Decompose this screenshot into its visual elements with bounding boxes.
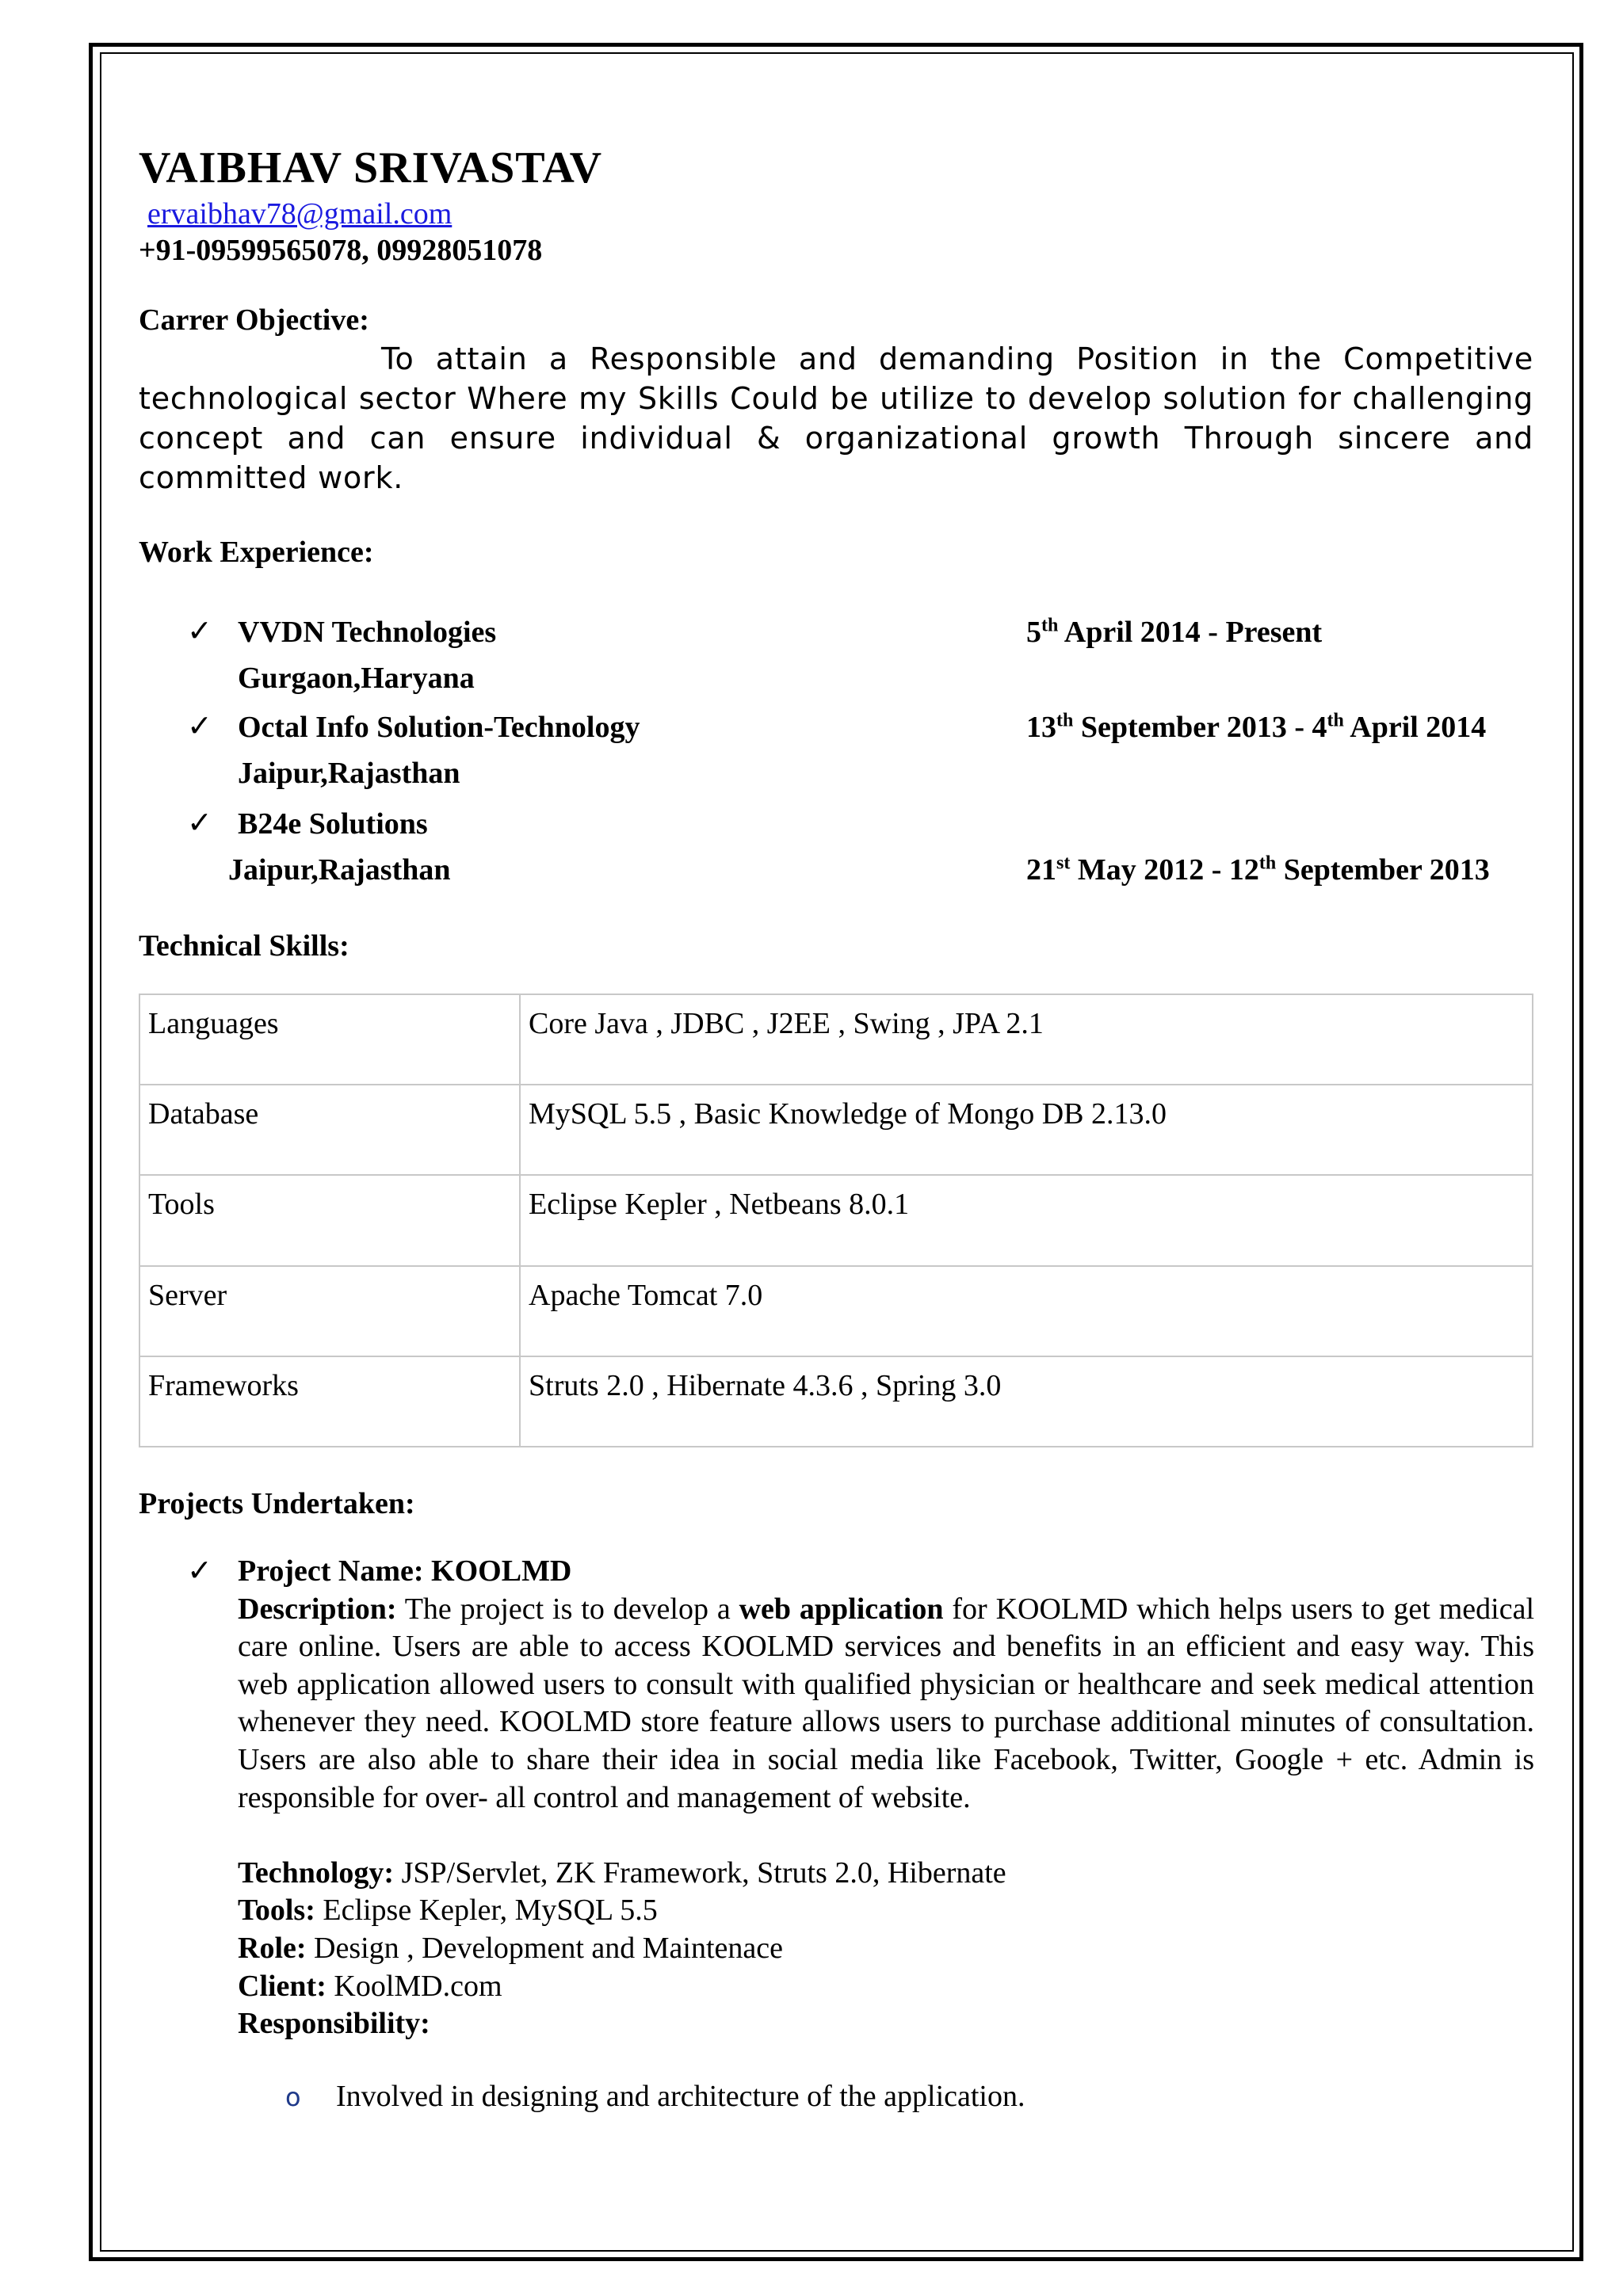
- date-rest: September 2013: [1276, 853, 1490, 887]
- client-label: Client:: [238, 1969, 327, 2003]
- experience-dates: [1026, 852, 1490, 887]
- skills-heading: Technical Skills:: [139, 929, 349, 963]
- projects-heading: Projects Undertaken:: [139, 1487, 415, 1520]
- description-text: The project is to develop a: [396, 1592, 739, 1626]
- date-day: 5: [1026, 616, 1041, 649]
- experience-dates: [1026, 615, 1322, 650]
- skill-value: Eclipse Kepler , Netbeans 8.0.1: [520, 1175, 1533, 1265]
- responsibility-item: Involved in designing and architecture of the application.: [336, 2080, 1025, 2113]
- experience-location: Jaipur,Rajasthan: [228, 853, 451, 887]
- skills-table: [139, 994, 1533, 1447]
- email-link[interactable]: ervaibhav78@gmail.com: [147, 197, 453, 231]
- project-block: [238, 1553, 1534, 2043]
- objective-text: [139, 339, 1533, 498]
- description-text: for KOOLMD which helps users to get medical care online. Users are able to access KOOLMD services and benefits in an efficient and easy way. This web application allowed users to consult with qualified physician or healthcare and seek medical attention whenever they need. KOOLMD store feature allows users to purchase additional minutes of consultation. Users are also able to share their idea in social media like Facebook, Twitter, Google + etc. Admin is responsible for over- all control and management of website.: [238, 1592, 1534, 1814]
- check-icon: ✓: [187, 613, 212, 648]
- skill-category: Languages: [139, 994, 520, 1085]
- experience-location: Gurgaon,Haryana: [238, 662, 475, 695]
- experience-company: VVDN Technologies: [238, 616, 497, 649]
- circle-bullet-icon: o: [285, 2082, 301, 2112]
- experience-dates: [1026, 710, 1486, 745]
- experience-company: Octal Info Solution-Technology: [238, 711, 640, 744]
- date-suffix: st: [1056, 852, 1071, 874]
- project-tools: [238, 1892, 1534, 1930]
- project-technology: [238, 1855, 1534, 1893]
- date-suffix: th: [1056, 710, 1074, 731]
- date-rest: May 2012 - 12: [1070, 853, 1259, 887]
- table-row: [139, 1175, 1533, 1265]
- date-suffix: th: [1327, 710, 1344, 731]
- skill-value: MySQL 5.5 , Basic Knowledge of Mongo DB 2.13.0: [520, 1085, 1533, 1175]
- project-client: [238, 1968, 1534, 2006]
- experience-company: B24e Solutions: [238, 807, 428, 841]
- check-icon: ✓: [187, 805, 212, 840]
- skill-category: Tools: [139, 1175, 520, 1265]
- skill-category: Frameworks: [139, 1356, 520, 1447]
- experience-location: Jaipur,Rajasthan: [238, 757, 460, 790]
- date-rest: April 2014: [1343, 711, 1487, 744]
- date-rest: April 2014 - Present: [1058, 616, 1323, 649]
- skill-category: Server: [139, 1266, 520, 1356]
- skill-value: Struts 2.0 , Hibernate 4.3.6 , Spring 3.0: [520, 1356, 1533, 1447]
- table-row: [139, 994, 1533, 1085]
- project-description: [238, 1591, 1534, 1817]
- date-day: 21: [1026, 853, 1056, 887]
- skill-value: Core Java , JDBC , J2EE , Swing , JPA 2.1: [520, 994, 1533, 1085]
- technology-label: Technology:: [238, 1855, 395, 1890]
- responsibility-label: Responsibility:: [238, 2007, 430, 2041]
- table-row: [139, 1085, 1533, 1175]
- skill-value: Apache Tomcat 7.0: [520, 1266, 1533, 1356]
- project-responsibility: [238, 2005, 1534, 2043]
- date-day: 13: [1026, 711, 1056, 744]
- project-name: [238, 1553, 1534, 1591]
- check-icon: ✓: [187, 708, 212, 743]
- tools-value: Eclipse Kepler, MySQL 5.5: [315, 1894, 658, 1928]
- experience-heading: Work Experience:: [139, 536, 374, 569]
- table-row: [139, 1266, 1533, 1356]
- date-rest: September 2013 - 4: [1073, 711, 1327, 744]
- candidate-name: VAIBHAV SRIVASTAV: [139, 143, 603, 193]
- date-suffix: th: [1258, 852, 1277, 874]
- description-emphasis: web application: [739, 1592, 944, 1626]
- tools-label: Tools:: [238, 1894, 315, 1928]
- project-role: [238, 1930, 1534, 1968]
- objective-heading: Carrer Objective:: [139, 303, 369, 337]
- role-label: Role:: [238, 1931, 307, 1965]
- phone-numbers: +91-09599565078, 09928051078: [139, 234, 543, 267]
- description-label: Description:: [238, 1592, 397, 1626]
- table-row: [139, 1356, 1533, 1447]
- client-value: KoolMD.com: [326, 1969, 502, 2003]
- technology-value: JSP/Servlet, ZK Framework, Struts 2.0, Hibernate: [394, 1855, 1006, 1890]
- skill-category: Database: [139, 1085, 520, 1175]
- objective-body: To attain a Responsible and demanding Position in the Competitive technological sector Where my Skills Could be utilize to develop solution for challenging concept and can ensure individual & organizational growth Through sincere and committed work.: [139, 341, 1533, 495]
- project-name-label: Project Name: KOOLMD: [238, 1554, 572, 1588]
- check-icon: ✓: [187, 1553, 212, 1588]
- date-suffix: th: [1041, 615, 1059, 636]
- role-value: Design , Development and Maintenace: [306, 1931, 783, 1965]
